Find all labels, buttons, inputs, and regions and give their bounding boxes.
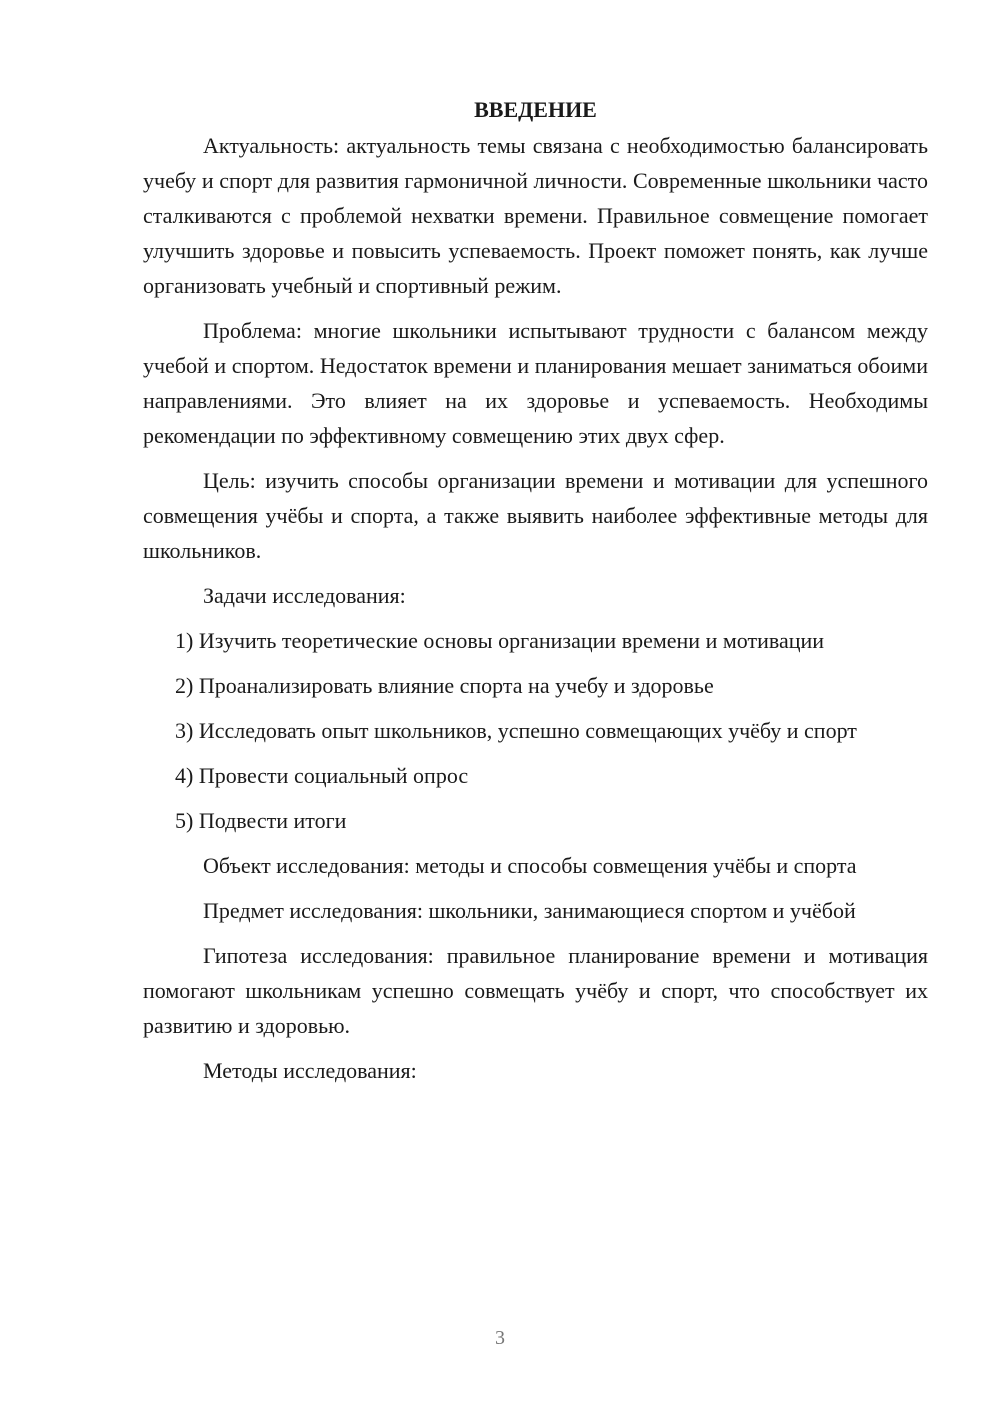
section-title: ВВЕДЕНИЕ [474,97,597,122]
object-paragraph: Объект исследования: методы и способы совмещения учёбы и спорта [203,853,857,878]
methods-heading: Методы исследования: [203,1058,417,1083]
document-page [143,92,928,1098]
task-item-4: 4) Провести социальный опрос [175,763,469,788]
relevance-paragraph: Актуальность: актуальность темы связана с необходимостью балансировать учебу и спорт для развития гармоничной личности. Современные школьники часто сталкиваются с проблемой нехватки времени. Правильное совмещение помогает улучшить здоровье и повысить успеваемость. Проект поможет понять, как лучше организовать учебный и спортивный режим. [143,133,928,298]
task-item-5: 5) Подвести итоги [175,808,347,833]
task-item-1: 1) Изучить теоретические основы организации времени и мотивации [175,628,825,653]
problem-paragraph: Проблема: многие школьники испытывают трудности с балансом между учебой и спортом. Недостаток времени и планирования мешает заниматься обоими направлениями. Это влияет на их здоровье и успеваемость. Необходимы рекомендации по эффективному совмещению этих двух сфер. [143,318,928,448]
goal-paragraph: Цель: изучить способы организации времени и мотивации для успешного совмещения учёбы и спорта, а также выявить наиболее эффективные методы для школьников. [143,468,928,563]
task-item-3: 3) Исследовать опыт школьников, успешно совмещающих учёбу и спорт [175,718,857,743]
task-item-2: 2) Проанализировать влияние спорта на учебу и здоровье [175,673,714,698]
page-number: 3 [495,1327,505,1349]
tasks-heading: Задачи исследования: [203,583,406,608]
subject-paragraph: Предмет исследования: школьники, занимающиеся спортом и учёбой [203,898,856,923]
hypothesis-paragraph: Гипотеза исследования: правильное планирование времени и мотивация помогают школьникам успешно совмещать учёбу и спорт, что способствует их развитию и здоровью. [143,943,928,1038]
